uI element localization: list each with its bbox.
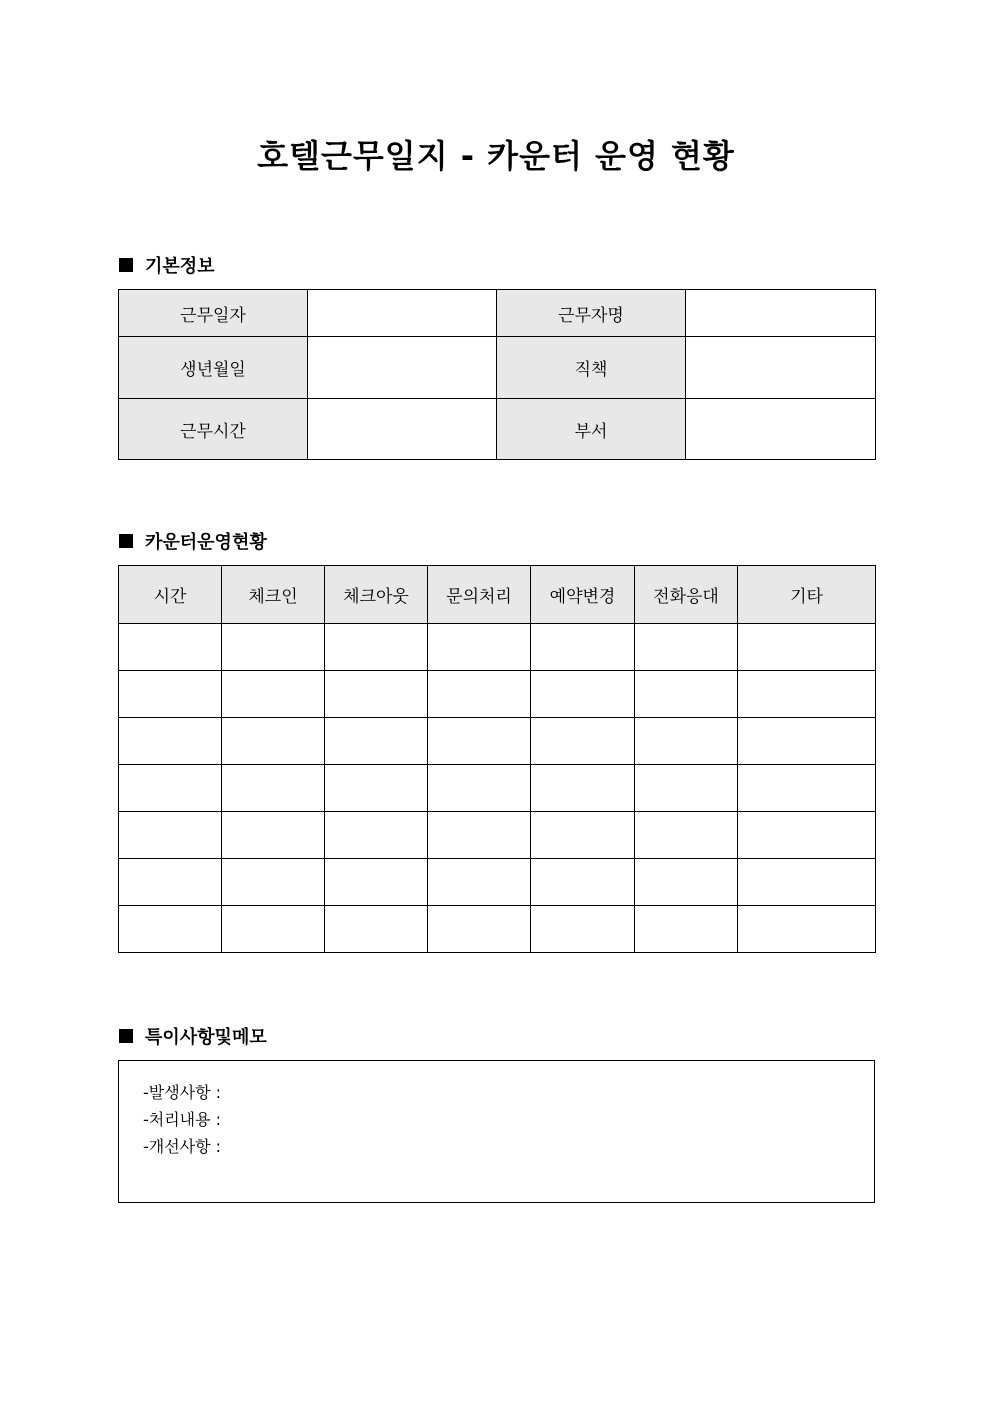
table-cell[interactable]	[635, 624, 738, 671]
square-bullet-icon	[119, 1029, 133, 1043]
field-work-hours[interactable]	[308, 399, 497, 460]
table-cell[interactable]	[119, 624, 222, 671]
table-cell[interactable]	[222, 671, 325, 718]
section-heading-label: 기본정보	[145, 256, 215, 277]
table-cell[interactable]	[325, 812, 428, 859]
table-cell[interactable]	[738, 812, 876, 859]
table-cell[interactable]	[222, 624, 325, 671]
table-header-row	[119, 566, 876, 624]
field-department[interactable]	[686, 399, 876, 460]
table-cell[interactable]	[531, 718, 635, 765]
notes-lines	[143, 1079, 221, 1160]
table-row	[119, 671, 876, 718]
table-cell[interactable]	[325, 859, 428, 906]
table-cell[interactable]	[428, 906, 531, 953]
section-heading-label: 특이사항및메모	[145, 1027, 267, 1048]
label-department: 부서	[497, 399, 686, 460]
section-heading-basic-info	[119, 252, 215, 278]
page-title: 호텔근무일지 - 카운터 운영 현황	[257, 137, 735, 175]
label-work-hours: 근무시간	[119, 399, 308, 460]
table-cell[interactable]	[428, 859, 531, 906]
table-cell[interactable]	[531, 859, 635, 906]
counter-ops-table	[118, 565, 876, 953]
table-cell[interactable]	[428, 671, 531, 718]
table-cell[interactable]	[222, 859, 325, 906]
table-cell[interactable]	[738, 765, 876, 812]
table-cell[interactable]	[222, 718, 325, 765]
table-row	[119, 624, 876, 671]
column-header-check-in: 체크인	[222, 566, 325, 624]
table-cell[interactable]	[531, 812, 635, 859]
table-cell[interactable]	[119, 671, 222, 718]
note-line-handling: -처리내용 :	[143, 1110, 222, 1129]
counter-ops-body	[119, 624, 876, 953]
table-cell[interactable]	[635, 812, 738, 859]
table-cell[interactable]	[325, 765, 428, 812]
table-cell[interactable]	[222, 765, 325, 812]
table-cell[interactable]	[531, 671, 635, 718]
column-header-check-out: 체크아웃	[325, 566, 428, 624]
table-row	[119, 290, 876, 337]
table-cell[interactable]	[531, 765, 635, 812]
table-cell[interactable]	[222, 812, 325, 859]
field-position[interactable]	[686, 337, 876, 399]
note-line-improvement: -개선사항 :	[143, 1137, 222, 1156]
table-cell[interactable]	[119, 812, 222, 859]
table-cell[interactable]	[635, 671, 738, 718]
table-cell[interactable]	[428, 765, 531, 812]
table-cell[interactable]	[635, 906, 738, 953]
table-cell[interactable]	[428, 812, 531, 859]
table-row	[119, 765, 876, 812]
table-cell[interactable]	[325, 906, 428, 953]
table-cell[interactable]	[222, 906, 325, 953]
column-header-other: 기타	[738, 566, 876, 624]
table-cell[interactable]	[325, 624, 428, 671]
table-cell[interactable]	[531, 906, 635, 953]
table-cell[interactable]	[325, 718, 428, 765]
table-row	[119, 337, 876, 399]
column-header-reservation-change: 예약변경	[531, 566, 635, 624]
field-work-date[interactable]	[308, 290, 497, 337]
table-cell[interactable]	[635, 718, 738, 765]
table-cell[interactable]	[119, 859, 222, 906]
table-cell[interactable]	[428, 624, 531, 671]
field-birth-date[interactable]	[308, 337, 497, 399]
table-cell[interactable]	[119, 765, 222, 812]
table-cell[interactable]	[738, 859, 876, 906]
square-bullet-icon	[119, 534, 133, 548]
section-heading-counter-ops	[119, 528, 267, 554]
label-position: 직책	[497, 337, 686, 399]
field-worker-name[interactable]	[686, 290, 876, 337]
notes-box[interactable]	[118, 1060, 875, 1203]
table-cell[interactable]	[428, 718, 531, 765]
table-cell[interactable]	[738, 671, 876, 718]
note-line-occurrence: -발생사항 :	[143, 1083, 222, 1102]
table-cell[interactable]	[119, 718, 222, 765]
section-heading-notes	[119, 1023, 267, 1049]
table-row	[119, 718, 876, 765]
table-cell[interactable]	[635, 859, 738, 906]
column-header-time: 시간	[119, 566, 222, 624]
label-birth-date: 생년월일	[119, 337, 308, 399]
table-cell[interactable]	[325, 671, 428, 718]
basic-info-table	[118, 289, 876, 460]
table-cell[interactable]	[738, 906, 876, 953]
table-row	[119, 906, 876, 953]
label-worker-name: 근무자명	[497, 290, 686, 337]
table-row	[119, 399, 876, 460]
square-bullet-icon	[119, 258, 133, 272]
table-cell[interactable]	[738, 624, 876, 671]
label-work-date: 근무일자	[119, 290, 308, 337]
table-cell[interactable]	[738, 718, 876, 765]
table-row	[119, 812, 876, 859]
table-cell[interactable]	[119, 906, 222, 953]
section-heading-label: 카운터운영현황	[145, 532, 267, 553]
column-header-inquiries: 문의처리	[428, 566, 531, 624]
column-header-phone: 전화응대	[635, 566, 738, 624]
table-cell[interactable]	[635, 765, 738, 812]
table-row	[119, 859, 876, 906]
table-cell[interactable]	[531, 624, 635, 671]
